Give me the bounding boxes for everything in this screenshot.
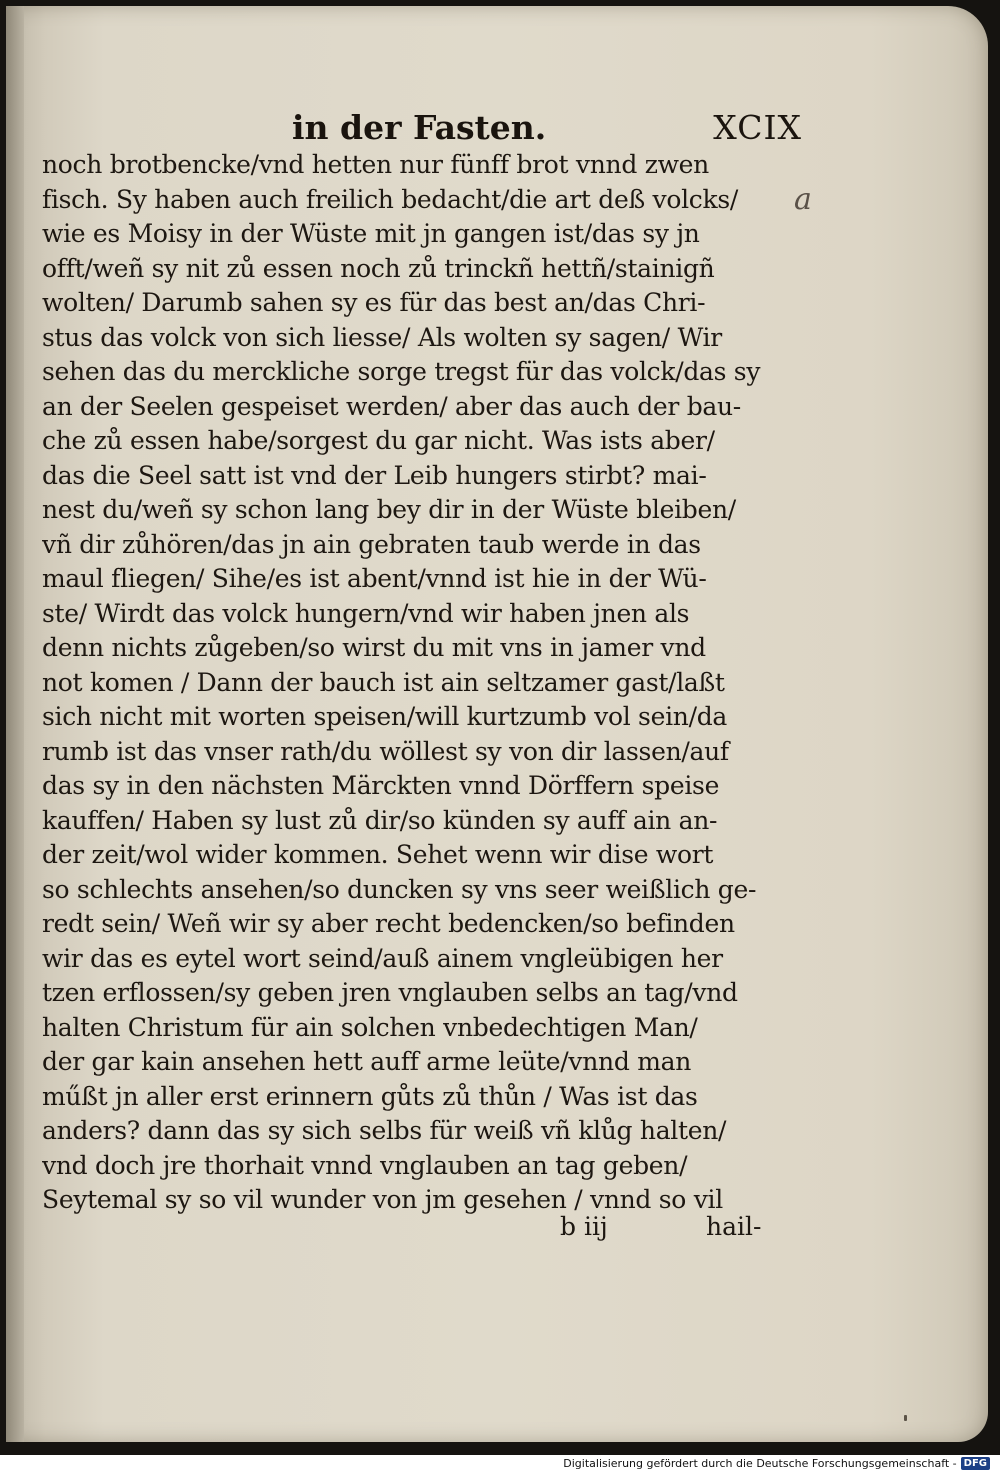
text-line: wir das es eytel wort seind/auß ainem vngleübigen her [42, 943, 723, 973]
text-line: kauffen/ Haben sy lust zů dir/so künden sy auff ain an- [42, 805, 718, 835]
text-line: wolten/ Darumb sahen sy es für das best an/das Chri- [42, 288, 706, 317]
text-line: műßt jn aller erst erinnern gůts zů thůn / Was ist das [42, 1081, 698, 1111]
text-line: stus das volck von sich liesse/ Als wolten sy sagen/ Wir [42, 322, 722, 352]
running-head: in der Fasten. [292, 108, 547, 147]
text-line: ste/ Wirdt das volck hungern/vnd wir haben jnen als [42, 598, 690, 628]
text-line: denn nichts zůgeben/so wirst du mit vns in jamer vnd [42, 633, 706, 662]
text-line: redt sein/ Weñ wir sy aber recht bedencken/so befinden [42, 909, 735, 938]
text-line: der gar kain ansehen hett auff arme leüte/vnnd man [42, 1047, 692, 1076]
text-line: wie es Moisy in der Wüste mit jn gangen ist/das sy jn [42, 219, 700, 248]
text-line: che zů essen habe/sorgest du gar nicht. Was ists aber/ [42, 426, 715, 455]
signature-mark: b iij [560, 1212, 608, 1241]
text-line: das sy in den nächsten Märckten vnnd Dörffern speise [42, 771, 720, 800]
text-line: das die Seel satt ist vnd der Leib hungers stirbt? mai- [42, 460, 707, 490]
text-line: noch brotbencke/vnd hetten nur fünff brot vnnd zwen [42, 150, 709, 179]
marginal-note: a [794, 182, 812, 217]
text-line: not komen / Dann der bauch ist ain seltzamer gast/laßt [42, 667, 725, 697]
text-line: halten Christum für ain solchen vnbedechtigen Man/ [42, 1012, 698, 1042]
text-line: tzen erflossen/sy geben jren vnglauben selbs an tag/vnd [42, 978, 738, 1007]
text-line: so schlechts ansehen/so duncken sy vns seer weißlich ge- [42, 874, 757, 904]
catchword: hail- [706, 1212, 762, 1241]
text-line: rumb ist das vnser rath/du wöllest sy von dir lassen/auf [42, 736, 729, 766]
ink-speck [904, 1415, 907, 1421]
folio-number: XCIX [713, 108, 802, 147]
dfg-logo-icon: DFG [961, 1457, 990, 1470]
text-line: sich nicht mit worten speisen/will kurtzumb vol sein/da [42, 702, 728, 731]
text-line: offt/weñ sy nit zů essen noch zů trinckñ hettñ/stainigñ [42, 253, 715, 283]
body-text [42, 148, 792, 1218]
text-line: anders? dann das sy sich selbs für weiß vñ klůg halten/ [42, 1116, 727, 1145]
text-line: an der Seelen gespeiset werden/ aber das auch der bau- [42, 391, 741, 421]
page-header [0, 108, 1000, 152]
text-line: vñ dir zůhören/das jn ain gebraten taub werde in das [42, 529, 701, 559]
text-line: fisch. Sy haben auch freilich bedacht/die art deß volcks/ [42, 184, 738, 214]
footer-credit [563, 1455, 990, 1472]
text-line: maul fliegen/ Sihe/es ist abent/vnnd ist hie in der Wü- [42, 564, 707, 593]
text-line: nest du/weñ sy schon lang bey dir in der Wüste bleiben/ [42, 495, 736, 524]
page-gutter [6, 6, 24, 1442]
text-line: Seytemal sy so vil wunder von jm gesehen / vnnd so vil [42, 1185, 723, 1214]
footer-credit-text: Digitalisierung gefördert durch die Deutsche Forschungsgemeinschaft - [563, 1457, 957, 1470]
text-line: der zeit/wol wider kommen. Sehet wenn wir dise wort [42, 840, 714, 869]
text-line: sehen das du merckliche sorge tregst für das volck/das sy [42, 357, 761, 386]
text-line: vnd doch jre thorhait vnnd vnglauben an tag geben/ [42, 1150, 688, 1180]
